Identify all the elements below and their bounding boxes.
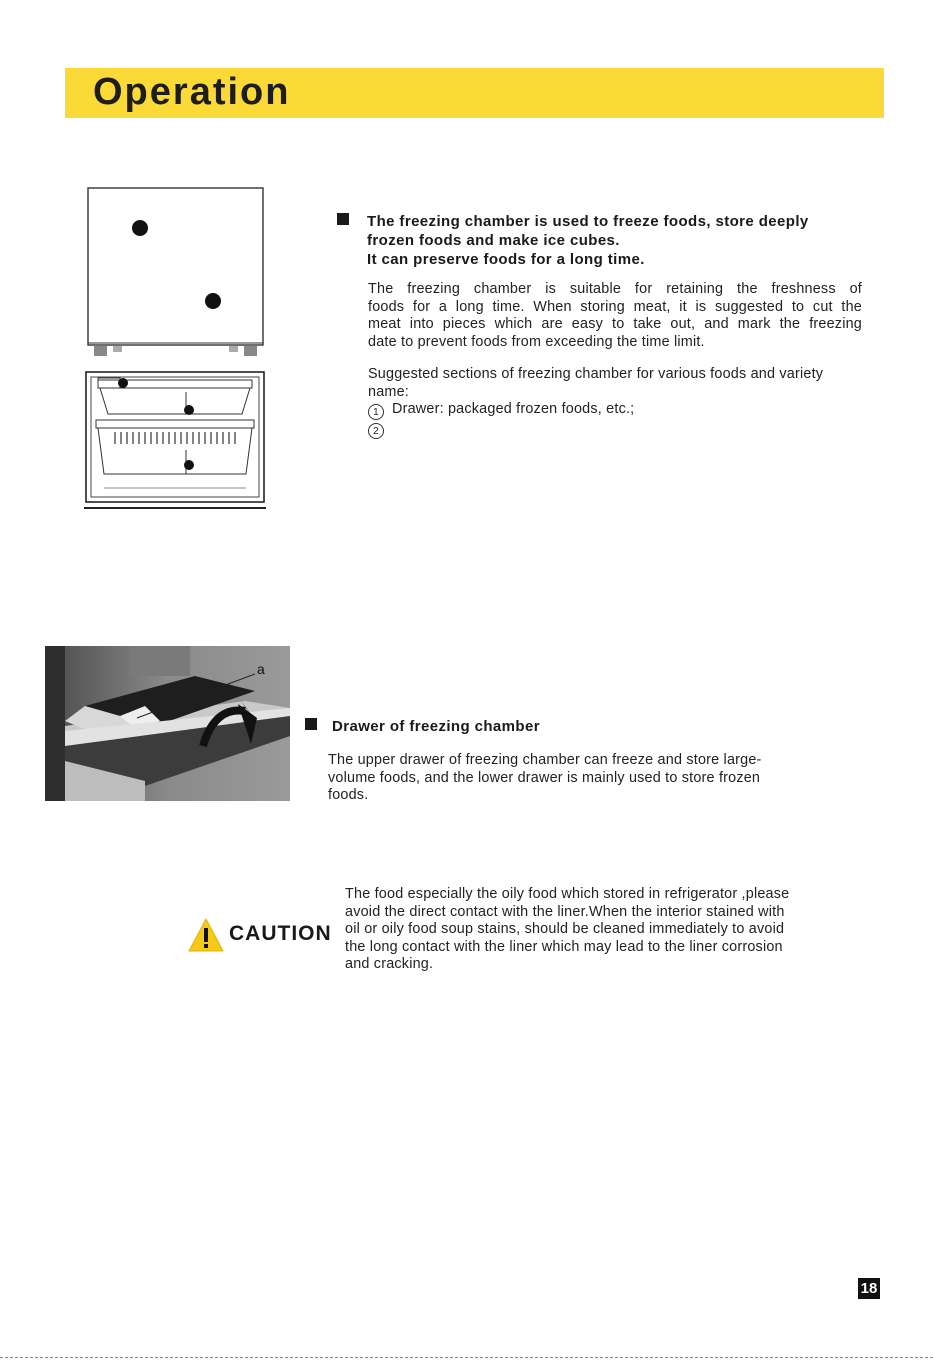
page-title: Operation [93, 71, 291, 113]
paragraph-line: oil or oily food soup stains, should be cleaned immediately to avoid [345, 921, 785, 938]
marker-dot-2 [205, 293, 221, 309]
freezer-drawer-photo [45, 646, 290, 801]
bullet-square-icon [337, 213, 349, 225]
freezer-drawers-diagram [82, 370, 268, 512]
drawer-heading: Drawer of freezing chamber [332, 718, 540, 735]
paragraph-line: The upper drawer of freezing chamber can freeze and store large- [328, 752, 762, 768]
freezing-chamber-heading [367, 212, 887, 269]
paragraph-line: and cracking. [345, 956, 434, 973]
heading-line: The freezing chamber is used to freeze foods, store deeply [367, 213, 809, 230]
drawer-paragraph [328, 752, 828, 805]
warning-triangle-icon [188, 918, 224, 952]
paragraph-line: name: [368, 383, 409, 400]
marker-dot-1 [132, 220, 148, 236]
paragraph-line: foods for a long time. When storing meat, it is suggested to cut the [368, 298, 862, 315]
bottom-dashed-rule [0, 1357, 933, 1358]
list-item [368, 401, 893, 420]
page-number: 18 [858, 1278, 880, 1299]
list-item [368, 420, 893, 439]
suggested-sections-paragraph [368, 366, 893, 439]
paragraph-line: Suggested sections of freezing chamber for various foods and variety [368, 366, 824, 382]
paragraph-line: meat into pieces which are easy to take out, and mark the freezing [368, 316, 862, 333]
paragraph-line: date to prevent foods from exceeding the time limit. [368, 333, 705, 350]
list-item-text: Drawer: packaged frozen foods, etc.; [392, 401, 635, 418]
paragraph-line: The food especially the oily food which stored in refrigerator ,please [345, 886, 790, 902]
paragraph-line: the long contact with the liner which may lead to the liner corrosion [345, 938, 783, 955]
caution-paragraph [345, 886, 865, 974]
paragraph-line: The freezing chamber is suitable for retaining the freshness of [368, 281, 862, 297]
paragraph-line: foods. [328, 787, 369, 804]
circled-number-icon: 2 [368, 423, 384, 439]
freezer-door-diagram [82, 185, 268, 357]
heading-line: It can preserve foods for a long time. [367, 251, 645, 268]
bullet-square-icon [305, 718, 317, 730]
freezing-chamber-paragraph [368, 281, 862, 351]
paragraph-line: avoid the direct contact with the liner.When the interior stained with [345, 903, 785, 920]
photo-label: a [257, 661, 265, 677]
paragraph-line: volume foods, and the lower drawer is mainly used to store frozen [328, 769, 761, 786]
heading-line: frozen foods and make ice cubes. [367, 232, 620, 249]
caution-label: CAUTION [229, 922, 332, 945]
circled-number-icon: 1 [368, 404, 384, 420]
